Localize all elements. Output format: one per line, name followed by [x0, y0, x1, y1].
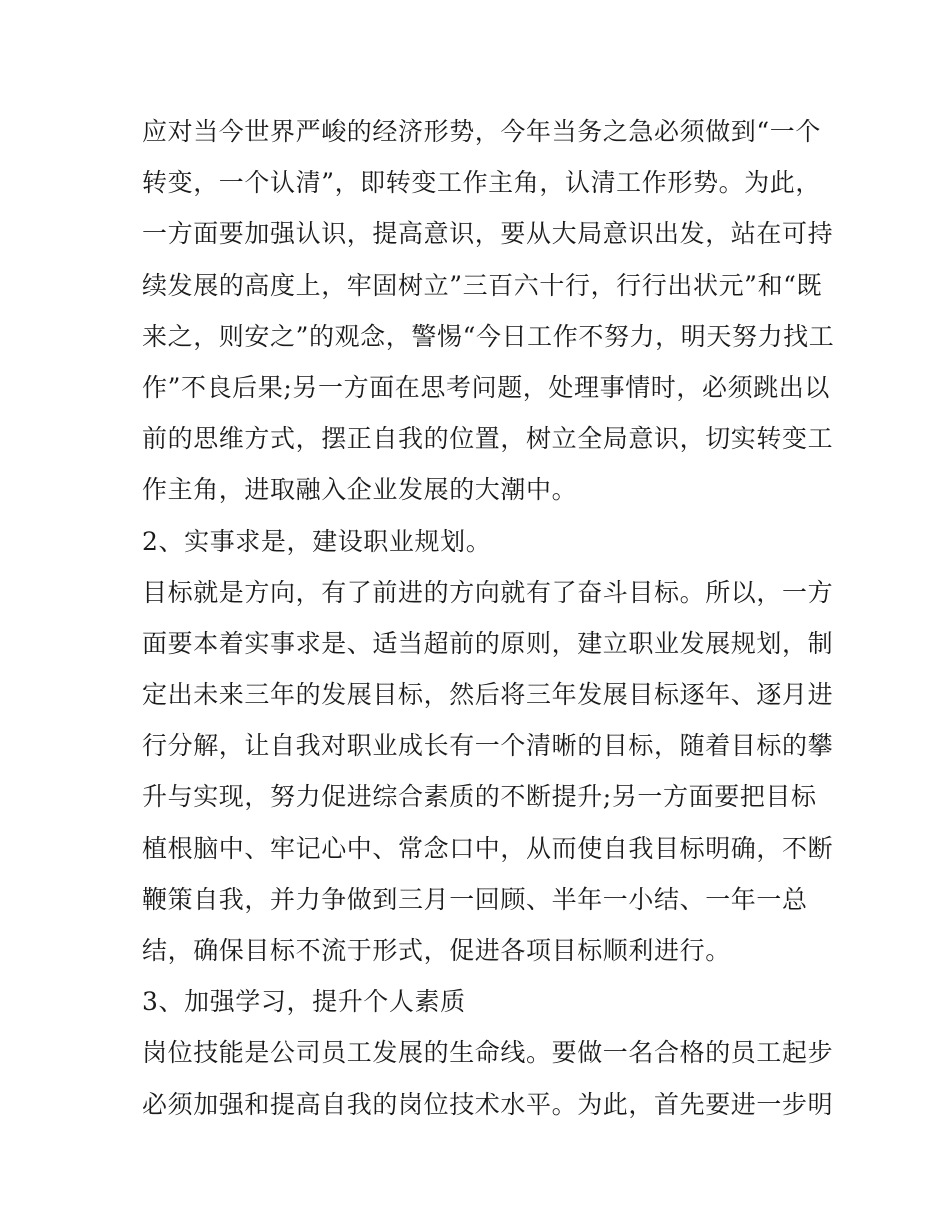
section-heading: 3、加强学习，提升个人素质 — [142, 987, 466, 1017]
text-line: 面要本着实事求是、适当超前的原则，建立职业发展规划，制 — [142, 628, 834, 658]
text-line: 必须加强和提高自我的岗位技术水平。为此，首先要进一步明 — [142, 1089, 834, 1119]
text-line: 前的思维方式，摆正自我的位置，树立全局意识，切实转变工 — [142, 424, 834, 454]
text-line: 目标就是方向，有了前进的方向就有了奋斗目标。所以，一方 — [142, 577, 834, 607]
text-line: 鞭策自我，并力争做到三月一回顾、半年一小结、一年一总 — [142, 884, 808, 914]
text-line: 结，确保目标不流于形式，促进各项目标顺利进行。 — [142, 936, 731, 965]
text-line: 升与实现，努力促进综合素质的不断提升;另一方面要把目标 — [142, 782, 817, 812]
text-line: 应对当今世界严峻的经济形势，今年当务之急必须做到“一个 — [142, 117, 821, 146]
text-line: 作”不良后果;另一方面在思考问题，处理事情时，必须跳出以 — [142, 372, 831, 402]
text-line: 定出未来三年的发展目标，然后将三年发展目标逐年、逐月进 — [142, 680, 834, 710]
body-text — [142, 106, 835, 1130]
text-line: 岗位技能是公司员工发展的生命线。要做一名合格的员工起步 — [142, 1038, 834, 1068]
text-line: 来之，则安之”的观念，警惕“今日工作不努力，明天努力找工 — [142, 321, 835, 351]
text-line: 续发展的高度上，牢固树立”三百六十行，行行出状元”和“既 — [142, 270, 823, 300]
text-line: 作主角，进取融入企业发展的大潮中。 — [142, 475, 578, 505]
text-line: 行分解，让自我对职业成长有一个清晰的目标，随着目标的攀 — [142, 731, 834, 761]
text-line: 一方面要加强认识，提高意识，要从大局意识出发，站在可持 — [142, 219, 834, 249]
text-line: 转变，一个认清”，即转变工作主角，认清工作形势。为此， — [142, 168, 821, 198]
section-heading: 2、实事求是，建设职业规划。 — [142, 526, 492, 556]
text-line: 植根脑中、牢记心中、常念口中，从而使自我目标明确，不断 — [142, 833, 834, 863]
